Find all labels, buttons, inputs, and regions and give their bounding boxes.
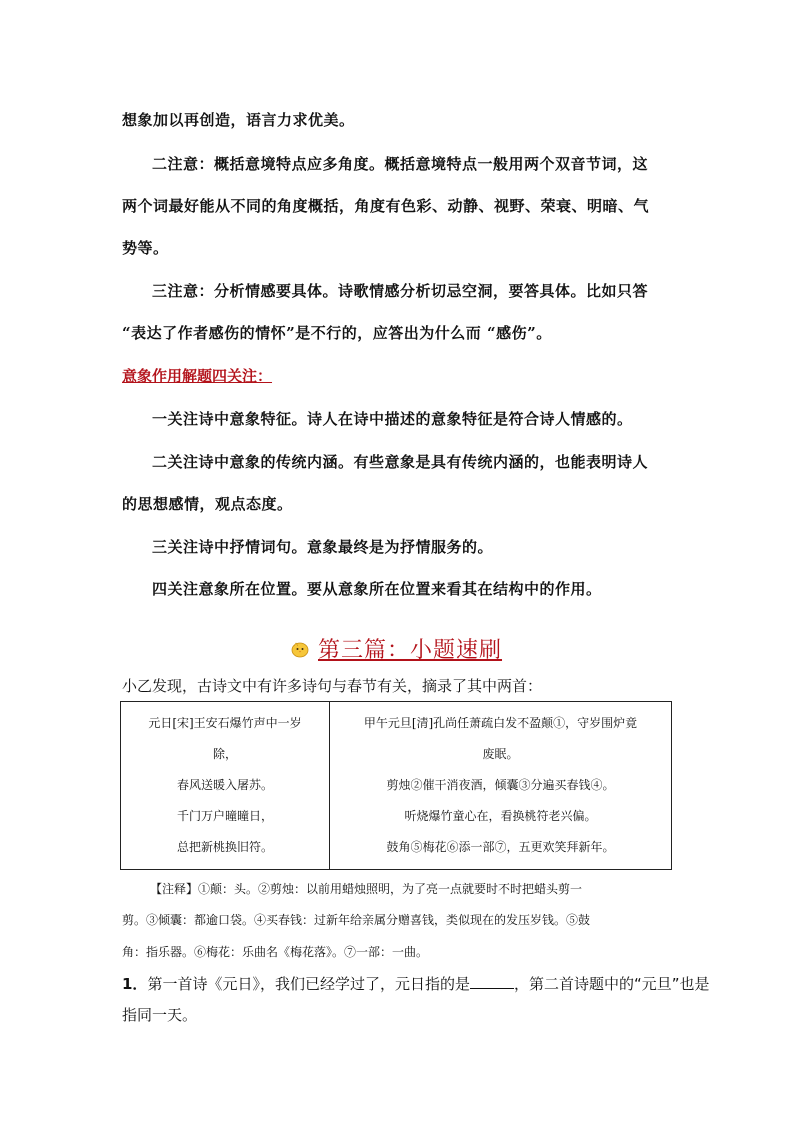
poem-right-line: 听烧爆竹童心在，看换桃符老兴偏。	[404, 809, 597, 823]
focus-item-2-line-1: 二关注诗中意象的传统内涵。有些意象是具有传统内涵的，也能表明诗人	[152, 453, 649, 471]
section-title	[290, 633, 502, 664]
poem-left-line: 千门万户曈曈日，	[176, 809, 273, 823]
poem-right-line: 剪烛②催干消夜酒，倾囊③分遍买春钱④。	[386, 778, 615, 792]
note-3-line-2: “表达了作者感伤的情怀”是不行的，应答出为什么而 “感伤”。	[122, 324, 552, 342]
answer-blank[interactable]	[470, 974, 514, 989]
section-title-text: 第三篇：小题速刷	[318, 638, 503, 663]
note-2-line-3: 势等。	[122, 239, 169, 257]
poem-left-line: 总把新桃换旧符。	[176, 840, 273, 854]
question-number: 1．	[122, 975, 148, 993]
note-2-line-1: 二注意：概括意境特点应多角度。概括意境特点一般用两个双音节词，这	[152, 155, 649, 173]
chick-emoji-icon	[290, 640, 310, 658]
poem-right-line: 废眠。	[482, 747, 519, 761]
poem-left-line: 元日[宋]王安石爆竹声中一岁	[148, 716, 302, 730]
question-1-line-2: 指同一天。	[122, 1006, 198, 1024]
intro-line: 想象加以再创造，语言力求优美。	[122, 111, 355, 129]
poem-left-line: 春风送暖入屠苏。	[176, 778, 273, 792]
imagery-heading: 意象作用解题四关注：	[122, 367, 273, 385]
question-1	[122, 973, 710, 994]
poem-left-line: 除，	[212, 747, 237, 761]
annotation-line-2: 剪。③倾囊：都逾口袋。④买春钱：过新年给亲属分赠喜钱，类似现在的发压岁钱。⑤鼓	[122, 913, 591, 927]
annotation-line-3: 角：指乐器。⑥梅花：乐曲名《梅花落》。⑦一部：一曲。	[122, 945, 429, 959]
note-3-line-1: 三注意：分析情感要具体。诗歌情感分析切忌空洞，要答具体。比如只答	[152, 282, 649, 300]
focus-item-2-line-2: 的思想感情，观点态度。	[122, 495, 293, 513]
lead-text: 小乙发现，古诗文中有许多诗句与春节有关，摘录了其中两首：	[122, 677, 543, 695]
question-text-after: ，第二首诗题中的“元旦”也是	[513, 975, 710, 993]
focus-item-4: 四关注意象所在位置。要从意象所在位置来看其在结构中的作用。	[152, 580, 602, 598]
question-text-before: 第一首诗《元日》，我们已经学过了，元日指的是	[147, 975, 470, 993]
poem-right-line: 鼓角⑤梅花⑥添一部⑦，五更欢笑拜新年。	[386, 840, 615, 854]
note-2-line-2: 两个词最好能从不同的角度概括，角度有色彩、动静、视野、荣衰、明暗、气	[122, 197, 650, 215]
poems-table	[120, 701, 672, 870]
poem-left-cell	[121, 702, 330, 870]
poem-right-cell	[330, 702, 672, 870]
focus-item-1: 一关注诗中意象特征。诗人在诗中描述的意象特征是符合诗人情感的。	[152, 410, 633, 428]
focus-item-3: 三关注诗中抒情词句。意象最终是为抒情服务的。	[152, 538, 494, 556]
annotation-line-1: 【注释】①颠：头。②剪烛：以前用蜡烛照明，为了亮一点就要时不时把蜡头剪一	[150, 882, 583, 896]
poem-right-line: 甲午元旦[清]孔尚任萧疏白发不盈颠①，守岁围炉竟	[363, 716, 638, 730]
